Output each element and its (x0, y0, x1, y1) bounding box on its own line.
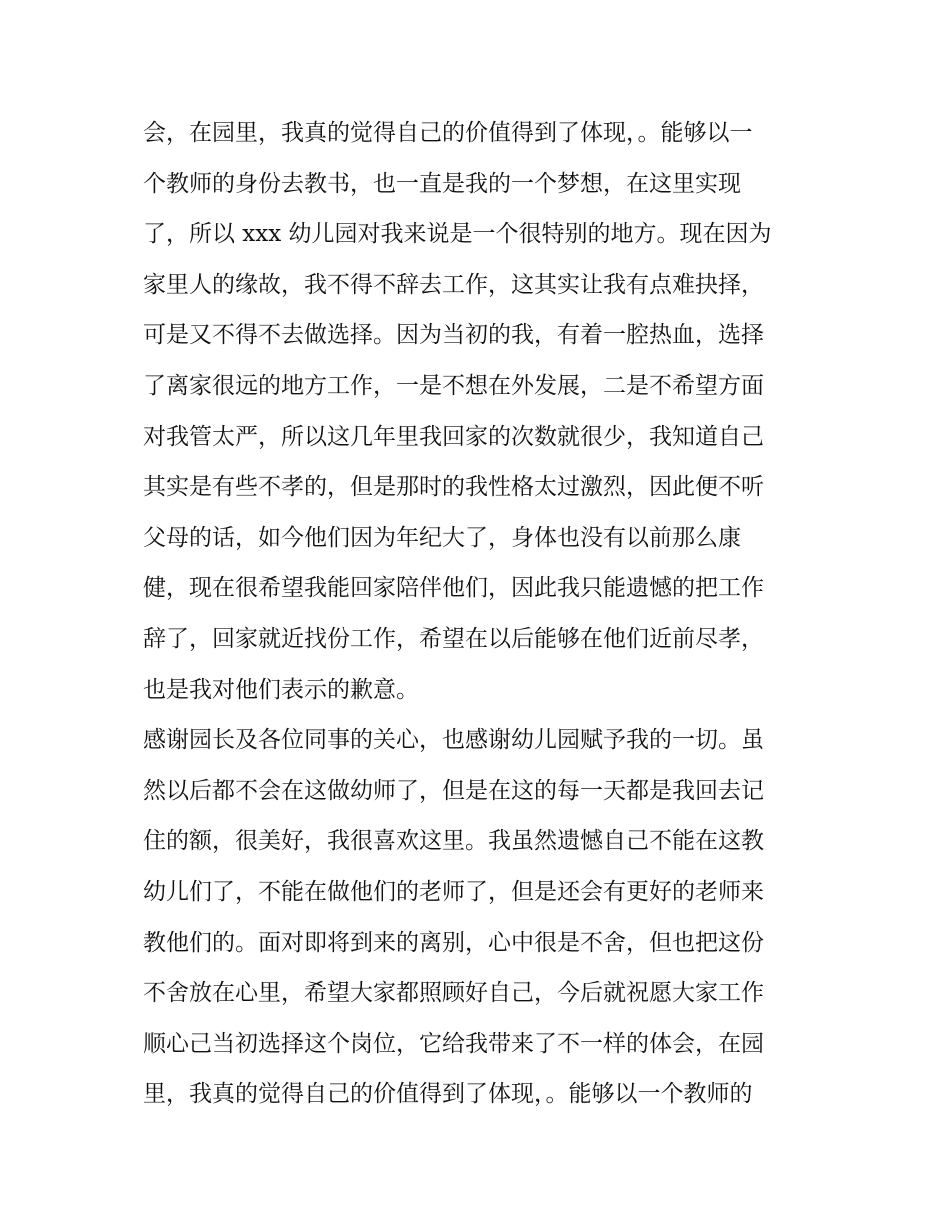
text-line: 了，所以 xxx 幼儿园对我来说是一个很特别的地方。现在因为 (143, 221, 772, 248)
text-line: 感谢园长及各位同事的关心，也感谢幼儿园赋予我的一切。虽 (143, 727, 764, 754)
text-line: 不舍放在心里，希望大家都照顾好自己，今后就祝愿大家工作 (143, 980, 764, 1007)
text-line: 家里人的缘故，我不得不辞去工作，这其实让我有点难抉择， (143, 271, 764, 298)
text-line: 了离家很远的地方工作，一是不想在外发展，二是不希望方面 (143, 372, 764, 399)
text-line: 然以后都不会在这做幼师了，但是在这的每一天都是我回去记 (143, 777, 764, 804)
text-line: 其实是有些不孝的，但是那时的我性格太过激烈，因此便不听 (143, 474, 764, 501)
text-line: 住的额，很美好，我很喜欢这里。我虽然遗憾自己不能在这教 (143, 828, 764, 855)
text-line: 顺心己当初选择这个岗位，它给我带来了不一样的体会，在园 (143, 1030, 764, 1057)
text-line: 健，现在很希望我能回家陪伴他们，因此我只能遗憾的把工作 (143, 575, 764, 602)
body-text (143, 108, 823, 1120)
text-line: 会，在园里，我真的觉得自己的价值得到了体现，。能够以一 (143, 120, 753, 146)
text-line: 父母的话，如今他们因为年纪大了，身体也没有以前那么康 (143, 524, 741, 551)
text-line: 可是又不得不去做选择。因为当初的我，有着一腔热血，选择 (143, 322, 764, 349)
text-line: 辞了，回家就近找份工作，希望在以后能够在他们近前尽孝， (143, 625, 764, 652)
text-line: 个教师的身份去教书，也一直是我的一个梦想，在这里实现 (143, 170, 741, 197)
text-line: 里，我真的觉得自己的价值得到了体现，。能够以一个教师的 (143, 1081, 753, 1108)
text-line: 也是我对他们表示的歉意。 (143, 676, 419, 703)
text-line: 幼儿们了，不能在做他们的老师了，但是还会有更好的老师来 (143, 878, 764, 905)
text-line: 对我管太严，所以这几年里我回家的次数就很少，我知道自己 (143, 423, 764, 450)
text-line: 教他们的。面对即将到来的离别，心中很是不舍，但也把这份 (143, 929, 764, 956)
